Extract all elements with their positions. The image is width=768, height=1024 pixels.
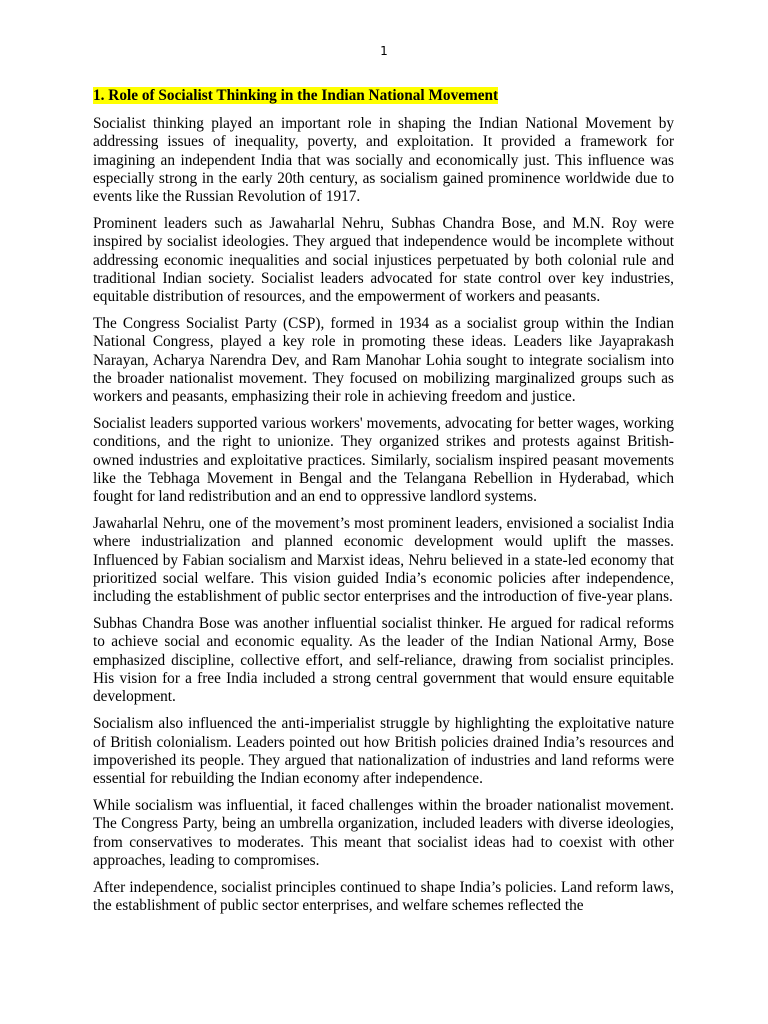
- paragraph-4: Socialist leaders supported various workers' movements, advocating for better wages, working conditions, and the right to unionize. They organized strikes and protests against British-owned industries and exploitative practices. Similarly, socialism inspired peasant movements like the Tebhaga Movement in Bengal and the Telangana Rebellion in Hyderabad, which fought for land redistribution and an end to oppressive landlord systems.: [93, 415, 674, 506]
- section-heading: [93, 87, 674, 105]
- paragraph-3: The Congress Socialist Party (CSP), formed in 1934 as a socialist group within the Indian National Congress, played a key role in promoting these ideas. Leaders like Jayaprakash Narayan, Acharya Narendra Dev, and Ram Manohar Lohia sought to integrate socialism into the broader nationalist movement. They focused on mobilizing marginalized groups such as workers and peasants, emphasizing their role in achieving freedom and justice.: [93, 315, 674, 406]
- paragraph-5: Jawaharlal Nehru, one of the movement’s most prominent leaders, envisioned a socialist India where industrialization and planned economic development would uplift the masses. Influenced by Fabian socialism and Marxist ideas, Nehru believed in a state-led economy that prioritized social welfare. This vision guided India’s economic policies after independence, including the establishment of public sector enterprises and the introduction of five-year plans.: [93, 515, 674, 606]
- paragraph-8: While socialism was influential, it faced challenges within the broader nationalist movement. The Congress Party, being an umbrella organization, included leaders with diverse ideologies, from conservatives to moderates. This meant that socialist ideas had to coexist with other approaches, leading to compromises.: [93, 797, 674, 869]
- highlighted-heading-text: 1. Role of Socialist Thinking in the Indian National Movement: [93, 87, 499, 104]
- paragraph-1: Socialist thinking played an important role in shaping the Indian National Movement by addressing issues of inequality, poverty, and exploitation. It provided a framework for imagining an independent India that was socially and economically just. This influence was especially strong in the early 20th century, as socialism gained prominence worldwide due to events like the Russian Revolution of 1917.: [93, 115, 674, 206]
- paragraph-7: Socialism also influenced the anti-imperialist struggle by highlighting the exploitative nature of British colonialism. Leaders pointed out how British policies drained India’s resources and impoverished its people. They argued that nationalization of industries and land reforms were essential for rebuilding the Indian economy after independence.: [93, 715, 674, 787]
- paragraph-6: Subhas Chandra Bose was another influential socialist thinker. He argued for radical reforms to achieve social and economic equality. As the leader of the Indian National Army, Bose emphasized discipline, collective effort, and self-reliance, drawing from socialist principles. His vision for a free India included a strong central government that would ensure equitable development.: [93, 615, 674, 706]
- document-body: [93, 87, 674, 924]
- page-number: 1: [380, 44, 388, 58]
- paragraph-9: After independence, socialist principles continued to shape India’s policies. Land reform laws, the establishment of public sector enterprises, and welfare schemes reflected the: [93, 878, 674, 915]
- paragraph-2: Prominent leaders such as Jawaharlal Nehru, Subhas Chandra Bose, and M.N. Roy were inspired by socialist ideologies. They argued that independence would be incomplete without addressing economic inequalities and social injustices perpetuated by both colonial rule and traditional Indian society. Socialist leaders advocated for state control over key industries, equitable distribution of resources, and the empowerment of workers and peasants.: [93, 215, 674, 306]
